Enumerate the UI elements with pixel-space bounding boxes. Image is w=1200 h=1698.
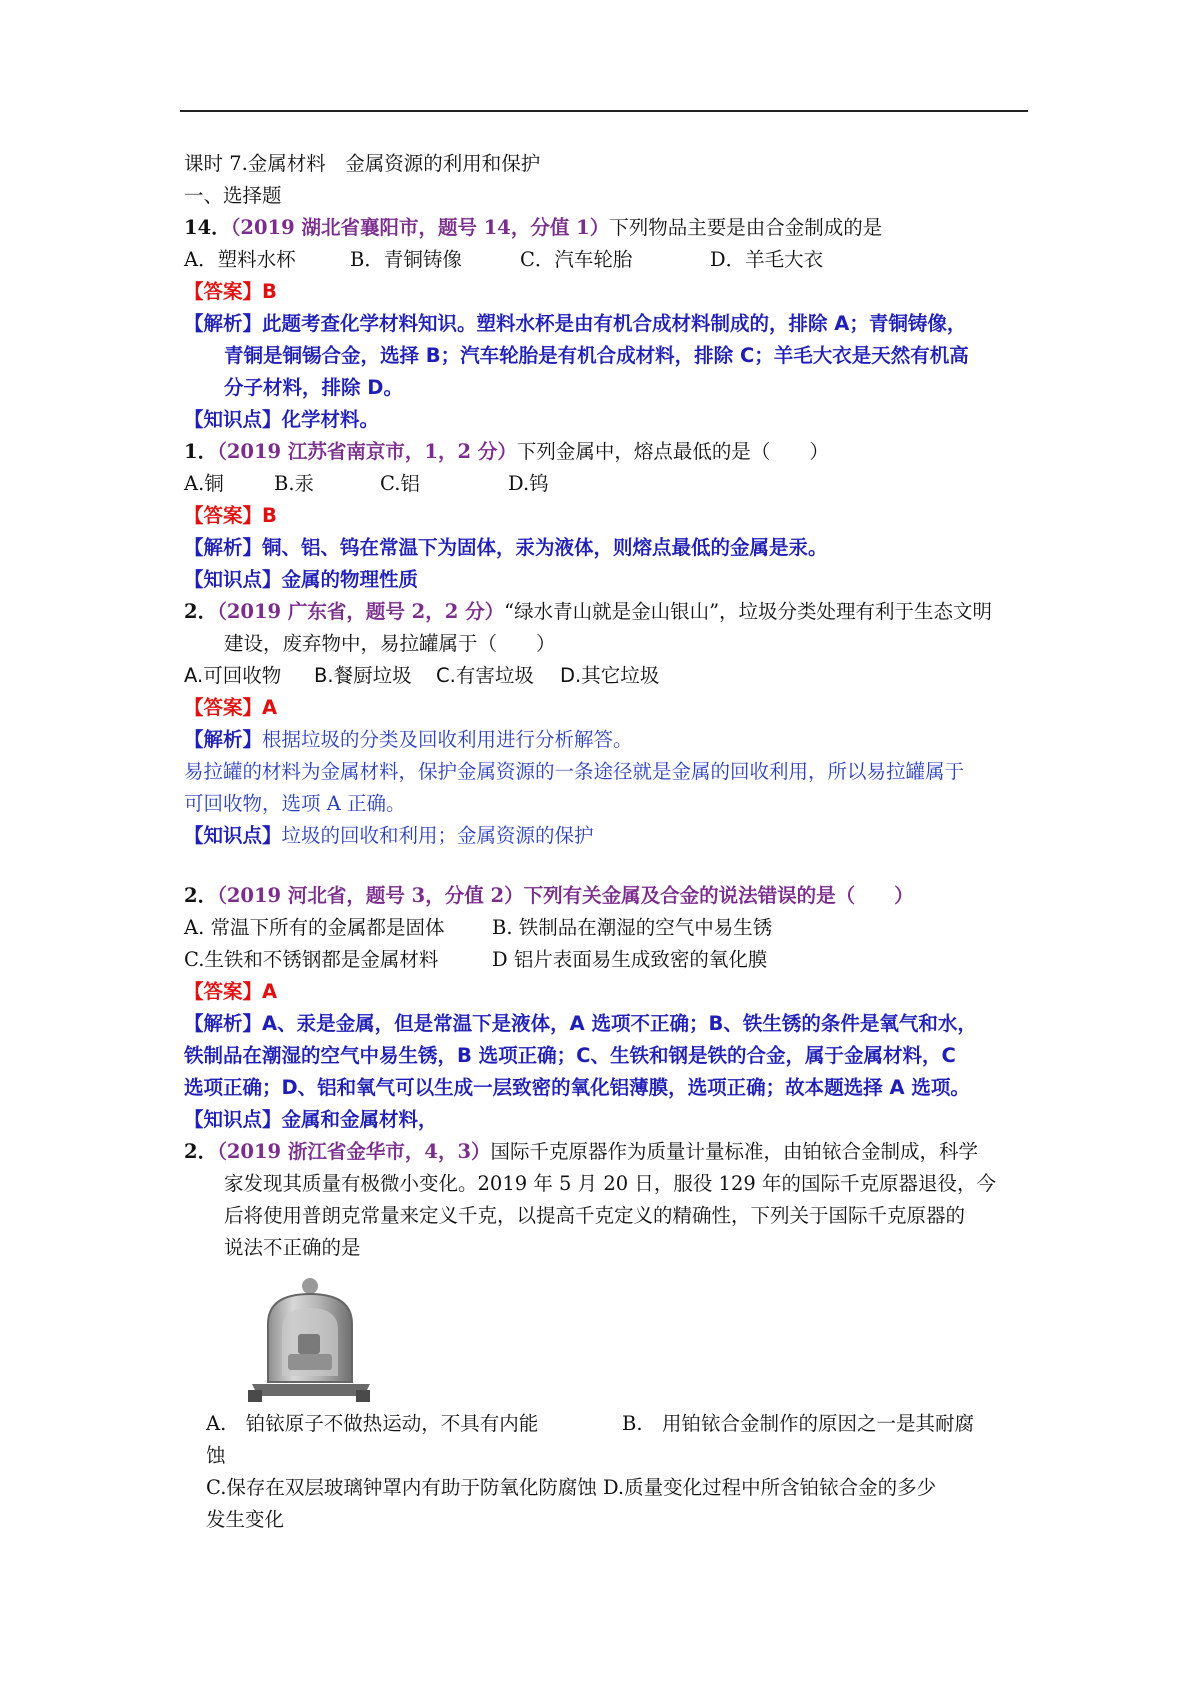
option-c: C.有害垃圾: [436, 664, 534, 687]
question-number: 2．: [184, 600, 218, 623]
question-source: （2019 浙江省金华市，4，3）: [217, 1140, 491, 1163]
analysis-line-3: [184, 372, 1030, 404]
analysis-text: A、汞是金属，但是常温下是液体，A 选项不正确；B、铁生锈的条件是氧气和水，: [262, 1012, 977, 1035]
question-source: （2019 湖北省襄阳市，题号 14，分值 1）: [230, 216, 610, 239]
document-body: [184, 148, 1030, 1536]
question-stem-continued: 建设，废弃物中，易拉罐属于（ ）: [224, 632, 556, 655]
analysis-line-2: [184, 340, 1030, 372]
option-d: D.其它垃圾: [560, 664, 660, 687]
question-stem-line-3: 后将使用普朗克常量来定义千克，以提高千克定义的精确性，下列关于国际千克原器的: [224, 1204, 966, 1227]
question-2-guangdong: [184, 596, 1030, 628]
answer-label: 【答案】: [184, 280, 263, 303]
answer-line: [184, 692, 1030, 724]
analysis-label: 【解析】: [184, 536, 263, 559]
lesson-title: 课时 7.金属材料 金属资源的利用和保护: [184, 152, 541, 175]
knowledge-line: [184, 1104, 1030, 1136]
question-number: 2．: [184, 1140, 218, 1163]
option-b: B. 用铂铱合金制作的原因之一是其耐腐: [622, 1412, 975, 1435]
knowledge-text: 化学材料。: [281, 408, 380, 431]
answer-label: 【答案】: [184, 504, 263, 527]
option-a: A. 铂铱原子不做热运动，不具有内能: [206, 1412, 539, 1435]
question-2-options: [184, 660, 1030, 692]
knowledge-label: 【知识点】: [184, 568, 282, 591]
option-a: A. 常温下所有的金属都是固体: [184, 916, 445, 939]
options-row-ab: [184, 1408, 1030, 1440]
question-14-options: [184, 244, 1030, 276]
answer-value: B: [262, 280, 277, 303]
question-source: （2019 江苏省南京市，1，2 分）: [217, 440, 517, 463]
analysis-line-1: [184, 308, 1030, 340]
analysis-text: 铜、铝、钨在常温下为固体，汞为液体，则熔点最低的金属是汞。: [262, 536, 828, 559]
question-stem-line-4: 说法不正确的是: [224, 1236, 361, 1259]
knowledge-text: 金属的物理性质: [281, 568, 419, 591]
answer-line: [184, 500, 1030, 532]
analysis-line-1: [184, 1008, 1030, 1040]
answer-value: A: [262, 696, 278, 719]
answer-value: A: [262, 980, 278, 1003]
analysis-text: 分子材料，排除 D。: [224, 376, 403, 399]
spacer: [184, 852, 1030, 880]
analysis-label: 【解析】: [184, 312, 263, 335]
answer-label: 【答案】: [184, 696, 263, 719]
option-b: B.餐厨垃圾: [314, 664, 412, 687]
analysis-line-2: [184, 1040, 1030, 1072]
question-number: 1．: [184, 440, 218, 463]
option-d: D．羊毛大衣: [710, 248, 824, 271]
option-d: D.质量变化过程中所含铂铱合金的多少: [602, 1476, 937, 1499]
question-stem: 下列物品主要是由合金制成的是: [609, 216, 883, 239]
question-2-jinhua: [184, 1136, 1030, 1168]
answer-value: B: [262, 504, 277, 527]
answer-line: [184, 976, 1030, 1008]
question-stem: 下列有关金属及合金的说法错误的是（ ）: [523, 884, 914, 907]
options-row-cd: [184, 1472, 1030, 1504]
question-source: （2019 河北省，题号 3，分值 2）: [217, 884, 524, 907]
question-number: 14．: [184, 216, 231, 239]
analysis-text: 根据垃圾的分类及回收利用进行分析解答。: [262, 728, 633, 751]
analysis-line: [184, 724, 1030, 756]
option-a: A．塑料水杯: [184, 248, 296, 271]
answer-line: [184, 276, 1030, 308]
option-a: A.可回收物: [184, 664, 282, 687]
question-1: [184, 436, 1030, 468]
bell-jar-icon: [246, 1272, 396, 1404]
analysis-line: [184, 532, 1030, 564]
option-c: C.生铁和不锈钢都是金属材料: [184, 948, 439, 971]
question-stem: 下列金属中，熔点最低的是（ ）: [516, 440, 829, 463]
knowledge-text: 垃圾的回收和利用；金属资源的保护: [281, 824, 594, 847]
option-d: D 铝片表面易生成致密的氧化膜: [492, 948, 768, 971]
analysis-line-3: [184, 1072, 1030, 1104]
analysis-text: 此题考查化学材料知识。塑料水杯是由有机合成材料制成的，排除 A；青铜铸像，: [262, 312, 967, 335]
knowledge-line: [184, 404, 1030, 436]
analysis-text: 选项正确；D、铝和氧气可以生成一层致密的氧化铝薄膜，选项正确；故本题选择 A 选项。: [184, 1076, 970, 1099]
knowledge-label: 【知识点】: [184, 1108, 282, 1131]
question-stem-line-2: 家发现其质量有极微小变化。2019 年 5 月 20 日，服役 129 年的国际千克原器退役，今: [224, 1172, 996, 1195]
bell-jar-kilogram-prototype-image: [246, 1272, 396, 1404]
section-heading: 一、选择题: [184, 184, 282, 207]
question-number: 2．: [184, 884, 218, 907]
question-1-options: [184, 468, 1030, 500]
option-c: C.保存在双层玻璃钟罩内有助于防氧化防腐蚀: [206, 1476, 597, 1499]
option-d: D.钨: [508, 472, 549, 495]
option-b-continued: 蚀: [206, 1444, 226, 1467]
option-c: C.铝: [380, 472, 420, 495]
option-b: B.汞: [274, 472, 315, 495]
header-rule: [180, 110, 1028, 112]
question-stem: “绿水青山就是金山银山”，垃圾分类处理有利于生态文明: [504, 600, 993, 623]
knowledge-label: 【知识点】: [184, 824, 282, 847]
analysis-label: 【解析】: [184, 728, 263, 751]
question-2-hebei: [184, 880, 1030, 912]
answer-label: 【答案】: [184, 980, 263, 1003]
option-c: C．汽车轮胎: [520, 248, 633, 271]
knowledge-line: [184, 564, 1030, 596]
analysis-text: 铁制品在潮湿的空气中易生锈，B 选项正确；C、生铁和钢是铁的合金，属于金属材料，C: [184, 1044, 956, 1067]
question-14: [184, 212, 1030, 244]
knowledge-line: [184, 820, 1030, 852]
question-options-row-1: [184, 912, 1030, 944]
option-b: B．青铜铸像: [350, 248, 462, 271]
knowledge-label: 【知识点】: [184, 408, 282, 431]
analysis-text: 青铜是铜锡合金，选择 B；汽车轮胎是有机合成材料，排除 C；羊毛大衣是天然有机高: [224, 344, 969, 367]
analysis-detail-2: 可回收物，选项 A 正确。: [184, 792, 406, 815]
analysis-label: 【解析】: [184, 1012, 263, 1035]
option-b: B. 铁制品在潮湿的空气中易生锈: [492, 916, 773, 939]
question-source: （2019 广东省，题号 2，2 分）: [217, 600, 505, 623]
option-a: A.铜: [184, 472, 224, 495]
knowledge-text: 金属和金属材料，: [281, 1108, 438, 1131]
option-d-continued: 发生变化: [206, 1508, 285, 1531]
analysis-detail-1: 易拉罐的材料为金属材料，保护金属资源的一条途径就是金属的回收利用，所以易拉罐属于: [184, 760, 965, 783]
question-options-row-2: [184, 944, 1030, 976]
question-stem: 国际千克原器作为质量计量标准，由铂铱合金制成，科学: [490, 1140, 979, 1163]
